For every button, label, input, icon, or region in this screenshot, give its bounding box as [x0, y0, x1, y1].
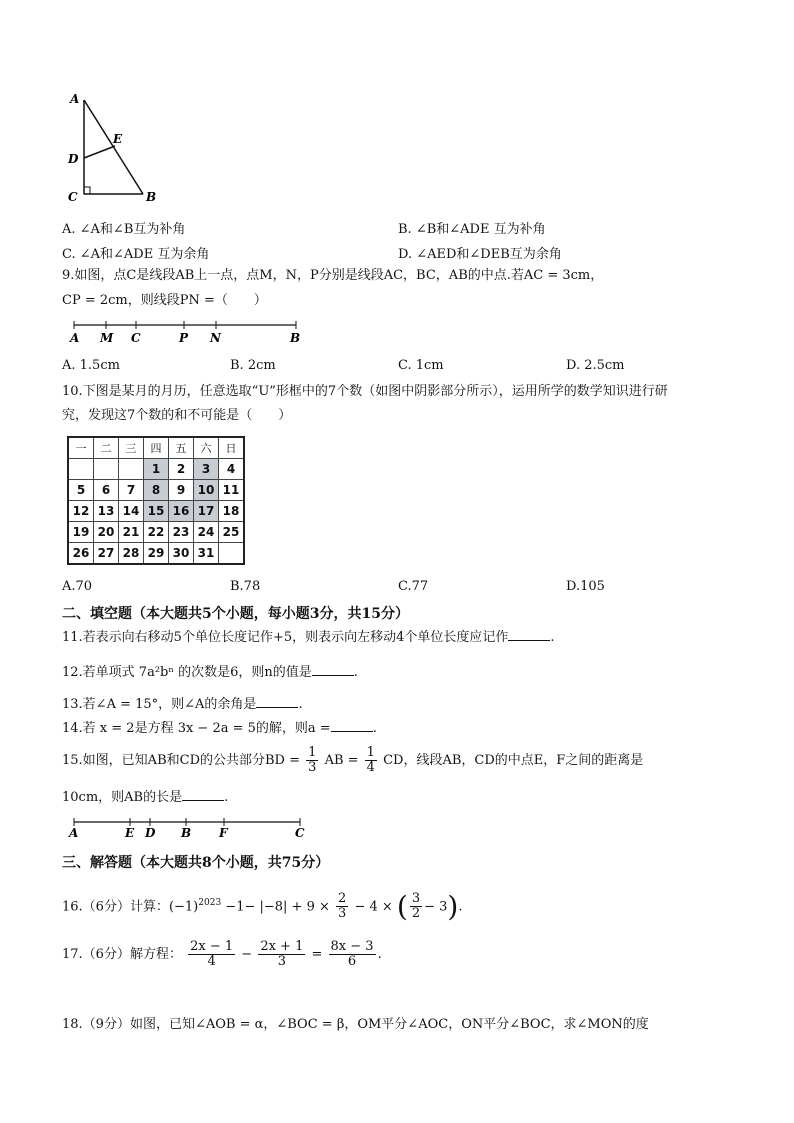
calendar-header: 二	[94, 437, 119, 459]
calendar-cell: 12	[68, 501, 94, 522]
vertex-b-label: B	[146, 190, 157, 204]
q9-option-a: A. 1.5cm	[62, 358, 120, 373]
q16-left-paren: (	[396, 889, 408, 923]
q10-option-c: C.77	[398, 579, 429, 594]
calendar-row	[68, 522, 244, 543]
q10-text-line1: 10.下图是某月的月历，任意选取“U”形框中的7个数（如图中阴影部分所示），运用所学的数学知识进行研	[62, 384, 668, 399]
q9-point-b: B	[290, 331, 301, 345]
q17-f1-num: 2x − 1	[190, 939, 234, 954]
calendar-cell: 28	[119, 543, 144, 565]
calendar-cell: 6	[94, 480, 119, 501]
q15-text-pre: 15.如图，已知AB和CD的公共部分BD =	[62, 753, 300, 768]
q13-text: 13.若∠A = 15°，则∠A的余角是	[62, 697, 257, 712]
calendar-cell-shaded: 3	[194, 459, 219, 480]
q17-text-pre: 17.（6分）解方程：	[62, 947, 182, 962]
q9-option-d: D. 2.5cm	[566, 358, 625, 373]
q9-segment-figure	[66, 318, 306, 346]
q17-f2-num: 2x + 1	[260, 939, 304, 954]
calendar-row	[68, 480, 244, 501]
calendar-header: 三	[119, 437, 144, 459]
q14-end: .	[372, 721, 377, 736]
q13-end: .	[298, 697, 303, 712]
q17-f3-num: 8x − 3	[330, 939, 374, 954]
q15-end: .	[224, 790, 229, 805]
q9-point-c: C	[131, 331, 141, 345]
calendar-cell: 29	[144, 543, 169, 565]
q16-paren-fraction	[410, 892, 422, 921]
q14	[62, 719, 377, 738]
calendar-cell: 13	[94, 501, 119, 522]
calendar-cell: 31	[194, 543, 219, 565]
q9-point-p: P	[179, 331, 189, 345]
q9-text-line2: CP = 2cm，则线段PN =（ ）	[62, 293, 267, 308]
q10-option-b: B.78	[230, 579, 261, 594]
calendar-cell: 20	[94, 522, 119, 543]
calendar-table	[67, 436, 245, 565]
section-3-heading: 三、解答题（本大题共8个小题，共75分）	[62, 855, 330, 871]
q15-point-e: E	[125, 826, 135, 840]
calendar-header-row	[68, 437, 244, 459]
q17-f2-den: 3	[277, 954, 286, 969]
calendar-cell	[68, 459, 94, 480]
section-2-heading: 二、填空题（本大题共5个小题，每小题3分，共15分）	[62, 606, 409, 622]
q9-point-m: M	[100, 331, 114, 345]
q17-fraction-3	[329, 940, 376, 969]
q17-op2: =	[311, 947, 323, 962]
vertex-d-label: D	[68, 152, 79, 166]
calendar-header: 日	[219, 437, 245, 459]
q16	[62, 886, 463, 924]
calendar-header: 四	[144, 437, 169, 459]
q8-option-a: A. ∠A和∠B互为补角	[62, 222, 186, 237]
q13	[62, 695, 303, 714]
q9-point-a: A	[70, 331, 80, 345]
q15-f1-num: 1	[308, 745, 317, 760]
triangle-figure	[60, 88, 170, 208]
calendar-cell: 11	[219, 480, 245, 501]
q16-paren-num: 3	[411, 891, 421, 907]
q10-option-d: D.105	[566, 579, 605, 594]
q12-answer-blank[interactable]	[312, 663, 354, 676]
q16-frac-num: 2	[338, 891, 347, 907]
calendar-header: 五	[169, 437, 194, 459]
q17	[62, 938, 382, 972]
q17-fraction-2	[258, 940, 305, 969]
calendar-cell: 23	[169, 522, 194, 543]
q14-text: 14.若 x = 2是方程 3x − 2a = 5的解，则a =	[62, 721, 331, 736]
q10-text-line2: 究，发现这7个数的和不可能是（ ）	[62, 408, 292, 423]
q15-f2-num: 1	[366, 745, 375, 760]
q9-text-line1: 9.如图，点C是线段AB上一点，点M，N，P分别是线段AC，BC，AB的中点.若AC = 3cm，	[62, 268, 604, 283]
q15-fraction-2	[365, 746, 377, 775]
q9-option-b: B. 2cm	[230, 358, 276, 373]
q8-option-c: C. ∠A和∠ADE 互为余角	[62, 247, 210, 262]
q16-paren-tail: − 3	[424, 899, 448, 915]
q16-frac-den: 3	[338, 906, 347, 922]
q15-line1	[62, 746, 643, 776]
q16-end: .	[458, 899, 463, 915]
calendar-cell: 7	[119, 480, 144, 501]
q13-answer-blank[interactable]	[256, 695, 298, 708]
q18-text: 18.（9分）如图，已知∠AOB = α，∠BOC = β，OM平分∠AOC，ON平分∠BOC，求∠MON的度	[62, 1017, 649, 1032]
q15-point-f: F	[219, 826, 228, 840]
q16-text-mid2: − 4 ×	[354, 899, 393, 915]
q9-point-n: N	[210, 331, 221, 345]
q17-fraction-1	[188, 940, 235, 969]
calendar-cell: 25	[219, 522, 245, 543]
q12	[62, 663, 358, 682]
q15-point-b: B	[181, 826, 192, 840]
calendar-row	[68, 459, 244, 480]
q16-text-pre: 16.（6分）计算：(−1)	[62, 899, 199, 915]
q15-answer-blank[interactable]	[182, 788, 224, 801]
calendar-cell: 30	[169, 543, 194, 565]
q15-f1-den: 3	[308, 760, 317, 775]
calendar-cell: 9	[169, 480, 194, 501]
q16-text-mid: −1− |−8| + 9 ×	[221, 899, 330, 915]
calendar-cell: 22	[144, 522, 169, 543]
calendar-cell: 2	[169, 459, 194, 480]
calendar-cell: 14	[119, 501, 144, 522]
q17-op1: −	[241, 947, 253, 962]
calendar-row	[68, 543, 244, 565]
q11-answer-blank[interactable]	[508, 628, 550, 641]
calendar-row	[68, 501, 244, 522]
calendar-cell-shaded: 8	[144, 480, 169, 501]
q17-end: .	[377, 947, 382, 962]
vertex-a-label: A	[70, 92, 80, 106]
calendar-header: 一	[68, 437, 94, 459]
calendar-cell: 19	[68, 522, 94, 543]
q11	[62, 628, 555, 647]
q16-right-paren: )	[447, 889, 459, 923]
calendar-cell: 18	[219, 501, 245, 522]
q9-option-c: C. 1cm	[398, 358, 444, 373]
calendar-cell: 24	[194, 522, 219, 543]
vertex-e-label: E	[113, 132, 123, 146]
q16-fraction	[336, 892, 348, 921]
q8-option-d: D. ∠AED和∠DEB互为余角	[398, 247, 562, 262]
calendar-cell-shaded: 1	[144, 459, 169, 480]
calendar-header: 六	[194, 437, 219, 459]
calendar-cell-shaded: 17	[194, 501, 219, 522]
q15-point-a: A	[69, 826, 79, 840]
calendar-cell	[219, 543, 245, 565]
vertex-c-label: C	[68, 190, 78, 204]
q15-fraction-1	[306, 746, 318, 775]
q11-text: 11.若表示向右移动5个单位长度记作+5，则表示向左移动4个单位长度应记作	[62, 630, 509, 645]
calendar-cell: 27	[94, 543, 119, 565]
calendar-cell-shaded: 16	[169, 501, 194, 522]
q15-segment-figure	[66, 815, 316, 841]
calendar-cell-shaded: 15	[144, 501, 169, 522]
q16-paren-den: 2	[411, 906, 421, 922]
q15-line2	[62, 788, 228, 807]
q15-point-d: D	[145, 826, 156, 840]
q12-end: .	[353, 665, 358, 680]
calendar-cell: 4	[219, 459, 245, 480]
calendar-cell	[94, 459, 119, 480]
calendar-cell: 21	[119, 522, 144, 543]
q11-end: .	[550, 630, 555, 645]
q17-f1-den: 4	[207, 954, 216, 969]
q15-text-post: CD，线段AB，CD的中点E，F之间的距离是	[383, 753, 644, 768]
q15-text-line2: 10cm，则AB的长是	[62, 790, 183, 805]
calendar-cell: 26	[68, 543, 94, 565]
q17-f3-den: 6	[347, 954, 357, 969]
q12-text: 12.若单项式 7a²bⁿ 的次数是6，则n的值是	[62, 665, 312, 680]
q15-f2-den: 4	[366, 760, 375, 775]
calendar-cell-shaded: 10	[194, 480, 219, 501]
q8-option-b: B. ∠B和∠ADE 互为补角	[398, 222, 546, 237]
calendar-cell	[119, 459, 144, 480]
q15-point-c: C	[295, 826, 305, 840]
q10-option-a: A.70	[62, 579, 93, 594]
q15-text-mid: AB =	[324, 753, 359, 768]
calendar-cell: 5	[68, 480, 94, 501]
q14-answer-blank[interactable]	[331, 719, 373, 732]
q16-exponent: 2023	[198, 898, 222, 908]
